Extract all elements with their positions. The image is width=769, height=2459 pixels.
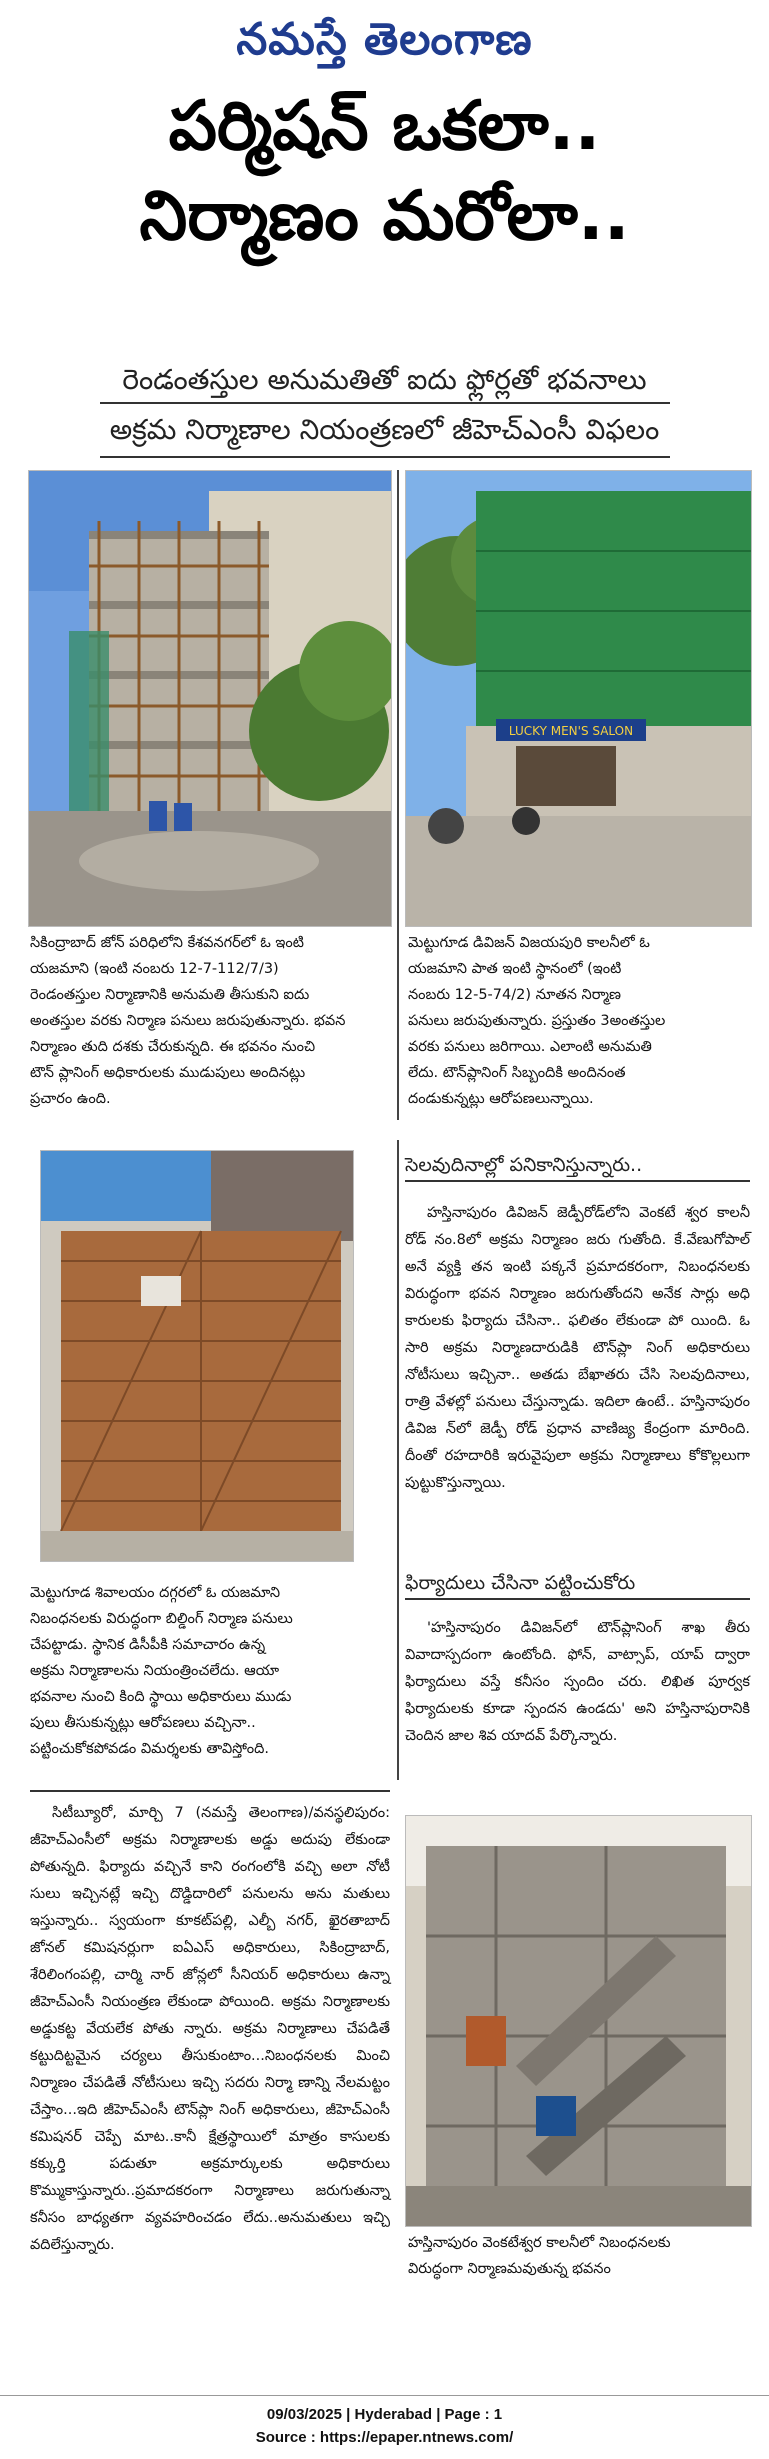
main-story-paragraph: సిటీబ్యూరో, మార్చి 7 (నమస్తే తెలంగాణ)/వనస్థలిపురం: జీహెచ్ఎంసీలో అక్రమ నిర్మాణాలకు అడ్డు అదుపు లేకుండా పోతున్నది. ఫిర్యాదు వచ్చినే కాని రంగంలోకి వచ్చి అలా నోటీ సులు ఇచ్చినట్లే ఇచ్చి దొడ్డిదారిలో పనులను అను మతులు ఇస్తున్నారు.. స్వయంగా కూకట్‌పల్లి, ఎల్బీ నగర్, ఖైరతాబాద్ జోనల్ కమిషనర్లుగా ఐఏఎస్ అధికారులు, సికింద్రాబాద్, శేరిలింగంపల్లి, చార్మి నార్ జోన్లలో సీనియర్ అధికారులు ఉన్నా జీహెచ్ఎంసీ నియంత్రణ లేకుండా పోయింది. అక్రమ నిర్మాణాలకు అడ్డుకట్ట వేయలేక పోతు న్నారు. అక్రమ నిర్మాణాలు చేపడితే కట్టుదిట్టమైన చర్యలు తీసుకుంటాం...నిబంధనలకు మించి నిర్మాణం చేపడితే నోటీసులు ఇచ్చి సదరు నిర్మా ణాన్ని నేలమట్టం చేస్తాం...ఇది జీహెచ్ఎంసీ టౌన్‌ప్లా నింగ్ అధికారులు, జీహెచ్ఎంసీ కమిషనర్ చెప్పే మాట..కానీ క్షేత్రస్థాయిలో మాత్రం కాసులకు కక్కుర్తి పడుతూ అక్రమార్కులకు అధికారులు కొమ్ముకాస్తున్నారు..ప్రమాదకరంగా నిర్మాణాలు జరుగుతున్నా కనీసం బాధ్యతగా వ్యవహరించడం లేదు..అనుమతులు ఇచ్చి వదిలేస్తున్నారు. [30, 1805, 390, 2253]
photo3-caption-line: చేపట్టాడు. స్థానిక డిసీపీకి సమాచారం ఉన్న [30, 1637, 266, 1653]
photo-gate-shivalayam [40, 1150, 354, 1562]
photo1-caption-line: నిర్మాణం తుది దశకు చేరుకున్నది. ఈ భవనం నుంచి [30, 1039, 316, 1055]
subheadline-divider [100, 402, 670, 404]
footer-date-line: 09/03/2025 | Hyderabad | Page : 1 [266, 2406, 503, 2423]
building-scaffold-illustration [29, 471, 391, 926]
photo1-caption-line: సికింద్రాబాద్ జోన్ పరిధిలోని కేశవనగర్‌లో ఓ ఇంటి [30, 935, 304, 951]
section2-paragraph: 'హస్తినాపురం డివిజన్‌లో టౌన్‌ప్లానింగ్ శాఖ తీరు వివాదాస్పదంగా ఉంటోంది. ఫోన్, వాట్సాప్, యాప్ ద్వారా ఫిర్యాదులు వస్తే కనీసం స్పందిం చరు. లిఖిత పూర్వక ఫిర్యాదులకు కూడా స్పందన ఉండదు' అని హస్తినాపురానికి చెందిన జాల శివ యాదవ్ పేర్కొన్నారు. [405, 1620, 750, 1744]
photo-construction-vijayapuri [405, 470, 752, 927]
photo4-caption [408, 2230, 750, 2282]
section1-title: సెలవుదినాల్లో పనికానిస్తున్నారు.. [405, 1150, 750, 1182]
photo4-caption-line: విరుద్ధంగా నిర్మాణమవుతున్న భవనం [408, 2261, 611, 2277]
photo3-caption-line: నిబంధనలకు విరుద్ధంగా బిల్డింగ్ నిర్మాణ పనులు [30, 1611, 293, 1627]
photo1-caption-line: ప్రచారం ఉంది. [30, 1091, 111, 1107]
photo3-caption-line: పులు తీసుకున్నట్లు ఆరోపణలు వచ్చినా.. [30, 1715, 256, 1731]
photo1-caption [30, 930, 390, 1112]
photo3-caption-line: పట్టించుకోకపోవడం విమర్శలకు తావిస్తోంది. [30, 1741, 269, 1757]
concrete-building-illustration [406, 1816, 751, 2226]
column-divider-middle [397, 1140, 399, 1780]
photo2-caption-line: వరకు పనులు జరిగాయి. ఎలాంటి అనుమతి [408, 1039, 652, 1055]
section1-body [405, 1200, 750, 1497]
photo1-caption-line: అంతస్తుల వరకు నిర్మాణ పనులు జరుపుతున్నారు. భవన [30, 1013, 346, 1029]
photo2-caption-line: దండుకున్నట్లు ఆరోపణలున్నాయి. [408, 1091, 594, 1107]
photo1-caption-line: రెండంతస్తుల నిర్మాణానికి అనుమతి తీసుకుని ఐదు [30, 987, 310, 1003]
column-divider-top [397, 470, 399, 1120]
photo3-caption-line: మెట్టుగూడ శివాలయం దగ్గరలో ఓ యజమాని [30, 1585, 281, 1601]
subheadline-1: రెండంతస్తుల అనుమతితో ఐదు ఫ్లోర్లతో భవనాలు [122, 363, 647, 396]
salon-sign-text: LUCKY MEN'S SALON [508, 724, 634, 738]
photo2-caption-line: యజమాని పాత ఇంటి స్థానంలో (ఇంటి [408, 961, 622, 977]
headline-line2: నిర్మాణం మరోలా.. [139, 177, 630, 256]
green-net-building-illustration [406, 471, 751, 926]
subheadline-2: అక్రమ నిర్మాణాల నియంత్రణలో జీహెచ్ఎంసీ విఫలం [109, 413, 660, 446]
photo3-caption-line: అక్రమ నిర్మాణాలను నియంత్రించలేదు. ఆయా [30, 1663, 280, 1679]
photo-building-hastinapuram [405, 1815, 752, 2227]
masthead: నమస్తే తెలంగాణ [236, 14, 533, 65]
photo2-caption-line: నంబరు 12-5-74/2) నూతన నిర్మాణ [408, 987, 621, 1003]
photo4-caption-line: హస్తినాపురం వెంకటేశ్వర కాలనీలో నిబంధనలకు [408, 2235, 671, 2251]
photo1-caption-line: యజమాని (ఇంటి నంబరు 12-7-112/7/3) [30, 961, 279, 977]
gate-illustration [41, 1151, 353, 1561]
section1-paragraph: హస్తినాపురం డివిజన్ జెడ్పీరోడ్‌లోని వెంకటే శ్వర కాలనీ రోడ్ నం.8లో అక్రమ నిర్మాణం జరు గుతోంది. కే.వేణుగోపాల్ అనే వ్యక్తి తన ఇంటి పక్కనే ప్రమాదకరంగా, నిబంధనలకు విరుద్ధంగా భవన నిర్మాణం జరుగుతోందని అనేక సార్లు అధి కారులకు ఫిర్యాదు చేసినా.. ఫలితం లేకుండా పో యింది. ఓ సారి అక్రమ నిర్మాణదారుడికి టౌన్‌ప్లా నింగ్ అధికారులు నోటీసులు ఇచ్చినా.. అతడు బేఖాతరు చేసి సెలవుదినాలు, రాత్రి వేళల్లో పనులు చేస్తున్నాడు. ఇదిలా ఉంటే.. హస్తినాపురం డివిజ న్‌లో జెడ్పీ రోడ్ ప్రధాన వాణిజ్య కేంద్రంగా మారింది. దీంతో రహదారికి ఇరువైపులా అక్రమ నిర్మాణాలు కోకొల్లలుగా పుట్టుకొస్తున్నాయి. [405, 1205, 750, 1491]
photo-construction-keshavnagar [28, 470, 392, 927]
photo1-caption-line: టౌన్ ప్లానింగ్ అధికారులకు ముడుపులు అందినట్లు [30, 1065, 306, 1081]
photo2-caption-line: లేదు. టౌన్‌ప్లానింగ్ సిబ్బందికి అందినంత [408, 1065, 626, 1081]
photo2-caption-line: మెట్టుగూడ డివిజన్ విజయపురి కాలనీలో ఓ [408, 935, 650, 951]
photo3-caption-line: భవనాల నుంచి కింది స్థాయి అధికారులు ముడు [30, 1689, 292, 1705]
section2-body [405, 1615, 750, 1750]
footer-source-line: Source : https://epaper.ntnews.com/ [255, 2429, 514, 2446]
main-story [30, 1800, 390, 2259]
section2-title: ఫిర్యాదులు చేసినా పట్టించుకోరు [405, 1568, 750, 1600]
subheadline-divider-2 [100, 456, 670, 458]
photo2-caption-line: పనులు జరుపుతున్నారు. ప్రస్తుతం 3అంతస్తుల [408, 1013, 666, 1029]
story-divider [30, 1790, 390, 1792]
headline-line1: పర్మిషన్ ఒకలా.. [168, 87, 601, 166]
photo3-caption [30, 1580, 390, 1762]
photo2-caption [408, 930, 750, 1112]
footer-rule [0, 2395, 769, 2396]
